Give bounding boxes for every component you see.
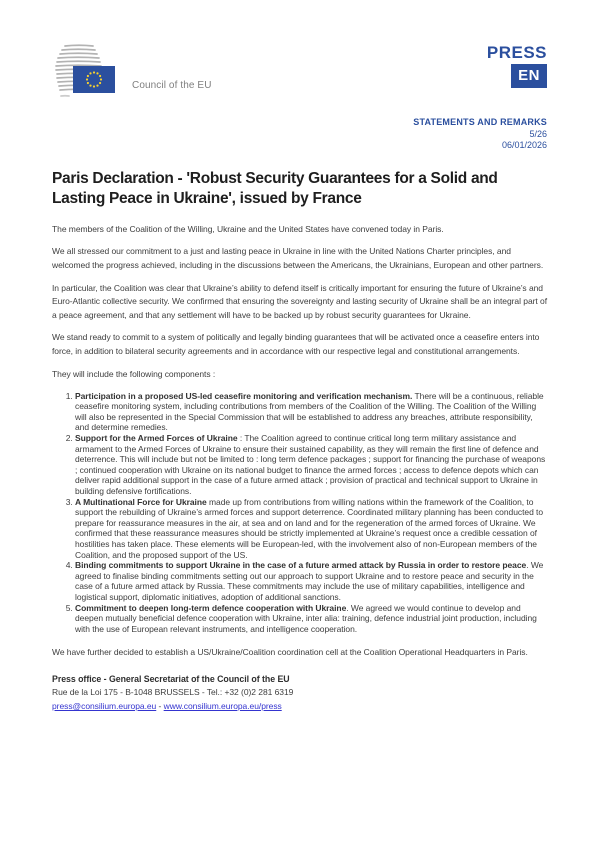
doc-meta (52, 117, 547, 152)
press-office-address: Rue de la Loi 175 - B-1048 BRUSSELS - Tel.: +32 (0)2 281 6319 (52, 687, 294, 698)
component-title: Participation in a proposed US-led ceasefire monitoring and verification mechanism. (75, 390, 413, 401)
meta-category: STATEMENTS AND REMARKS (413, 117, 547, 127)
list-item (75, 560, 547, 602)
article-body (52, 223, 547, 660)
press-banner (487, 44, 547, 88)
component-text: There will be a continuous, reliable ceasefire monitoring system, including contributions from members of the Coalition of the Willing. The Coalition of the Willing will also be represented in the Special Commission that will be established to address any breaches, attribute responsibility, and determine remedies. (75, 390, 544, 433)
page-title: Paris Declaration - 'Robust Security Guarantees for a Solid and Lasting Peace in Ukraine', issued by France (52, 169, 498, 207)
paragraph-1: The members of the Coalition of the Willing, Ukraine and the United States have convened today in Paris. (52, 223, 444, 234)
paragraph-4: We stand ready to commit to a system of politically and legally binding guarantees that will be activated once a ceasefire enters into force, in addition to bilateral security agreements and in accordance with our respective legal and constitutional arrangements. (52, 332, 540, 356)
component-title: Support for the Armed Forces of Ukraine (75, 433, 238, 444)
list-item (75, 433, 547, 497)
brand-label: Council of the EU (132, 80, 212, 91)
list-item (75, 497, 547, 561)
press-office-links (52, 700, 547, 714)
email-link[interactable]: press@consilium.europa.eu (52, 700, 157, 711)
meta-number: 5/26 (529, 128, 547, 139)
component-title: Commitment to deepen long-term defence cooperation with Ukraine (75, 602, 347, 613)
components-list (52, 391, 547, 635)
header (52, 44, 547, 102)
component-text: made up from contributions from willing nations within the framework of the Coalition, to support the rebuilding of Ukraine’s armed forces and support deterrence. Coordinated military planning has been conducted to prepare for reassurance measures in the air, at sea and on land and for the regeneration of the armed forces of Ukraine. We confirmed that these reassurance measures should be strictly implemented at Ukraine’s request once a credible cessation of hostilities has taken place. These elements will be European-led, with the involvement also of non-European members of the Coalition, and the proposed support of the US. (75, 496, 544, 560)
meta-date: 06/01/2026 (501, 140, 547, 150)
link-separator: - (156, 700, 164, 711)
eu-flag-icon (73, 66, 115, 93)
component-title: Binding commitments to support Ukraine in the case of a future armed attack by Russia in order to restore peace (75, 560, 527, 571)
paragraph-2: We all stressed our commitment to a just and lasting peace in Ukraine in line with the United Nations Charter principles, and welcomed the progress achieved, including in the discussions between the Americans, the Ukrainians, European and other partners. (52, 246, 544, 270)
component-title: A Multinational Force for Ukraine (75, 496, 207, 507)
list-intro: They will include the following components : (52, 368, 216, 379)
press-office-title: Press office - General Secretariat of the Council of the EU (52, 673, 290, 684)
closing-paragraph: We have further decided to establish a US/Ukraine/Coalition coordination cell at the Coalition Operational Headquarters in Paris. (52, 647, 528, 658)
component-text: . We agreed we would continue to develop and deepen mutually beneficial defence cooperation with Ukraine, inter alia: training, defence industrial joint production, including with the use of European relevant instruments, and intelligence cooperation. (75, 602, 537, 634)
paragraph-3: In particular, the Coalition was clear that Ukraine’s ability to defend itself is critically important for ensuring the future of Ukraine’s and Euro-Atlantic collective security. We confirmed that ensuring the sovereignty and lasting security of Ukraine shall be an integral part of a peace agreement, and that any settlement will have to be backed up by robust security guarantees for Ukraine. (52, 282, 548, 320)
website-link[interactable]: www.consilium.europa.eu/press (163, 700, 282, 711)
component-text: : The Coalition agreed to continue critical long term military assistance and armament to the Armed Forces of Ukraine to ensure their sustained capability, as they will remain the first line of defence and deterrence. This will include but not be limited to : long term defence packages ; support for financing the purchase of weapons ; continued cooperation with Ukraine on its national budget to finance the armed forces ; access to defence depots which can deliver rapid additional support in the case of a future armed attack ; provision of practical and technical support to Ukraine in building defensive fortifications. (75, 433, 546, 496)
press-label: PRESS (486, 43, 547, 62)
language-badge: EN (511, 64, 547, 88)
europa-building-icon (52, 44, 122, 102)
council-logo (52, 44, 212, 102)
press-office-block (52, 673, 547, 714)
component-text: . We agreed to finalise binding commitments setting out our approach to support Ukraine and to restore peace and security in the case of a future armed attack by Russia. These commitments may include the use of military capabilities, intelligence and logistical support, diplomatic initiatives, adoption of additional sanctions. (75, 560, 544, 602)
list-item (75, 603, 547, 635)
list-item (75, 391, 547, 433)
